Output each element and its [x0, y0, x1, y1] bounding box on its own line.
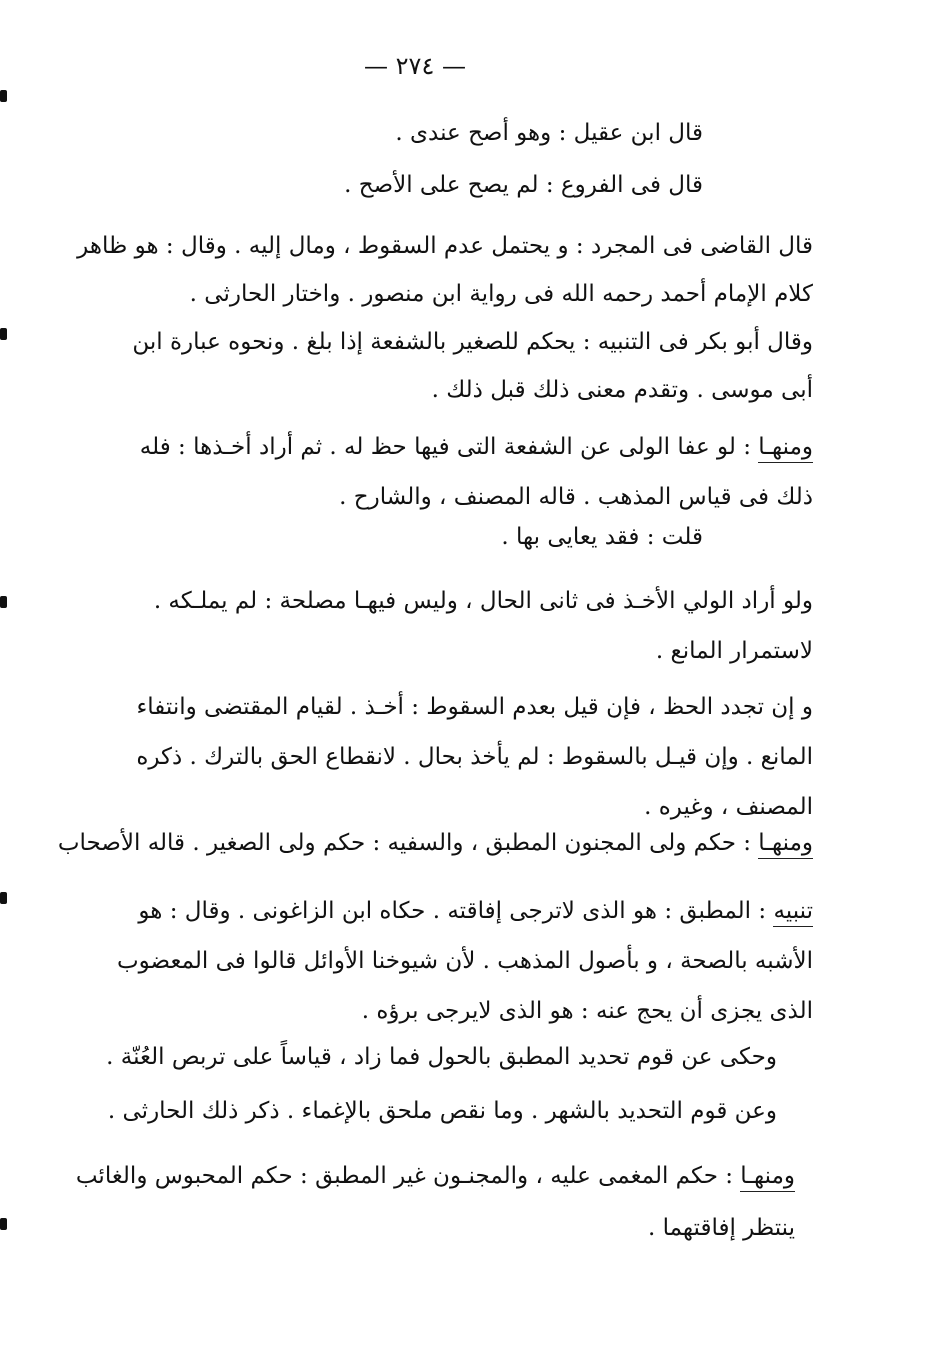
text-line: كلام الإمام أحمد رحمه الله فى رواية ابن منصور . واختار الحارثى . [189, 281, 813, 307]
text-line: قال القاضى فى المجرد : و يحتمل عدم السقوط ، ومال إليه . وقال : هو ظاهر [77, 233, 813, 259]
scan-mark [0, 90, 7, 102]
text-line: لاستمرار المانع . [655, 638, 813, 664]
text-run: : لو عفا الولى عن الشفعة التى فيها حظ له . ثم أراد أخـذها : فله [139, 434, 759, 460]
paragraph [113, 886, 813, 1036]
paragraph [113, 318, 813, 414]
paragraph [75, 1150, 795, 1254]
text-line: المصنف ، وغيره . [644, 794, 813, 820]
text-line: الأشبه بالصحة ، و بأصول المذهب . لأن شيوخنا الأوائل قالوا فى المعضوب [117, 948, 813, 974]
paragraph [106, 1042, 777, 1072]
paragraph [113, 576, 813, 676]
scan-mark [0, 328, 7, 340]
page-number: — ٢٧٤ — [364, 52, 466, 80]
scan-mark [0, 892, 7, 904]
paragraph [303, 118, 703, 148]
text-line: المانع . وإن قيـل بالسقوط : لم يأخذ بحال . لانقطاع الحق بالترك . ذكره [136, 744, 813, 770]
text-line [57, 828, 813, 858]
section-lead: ومنهـا [758, 830, 813, 859]
section-lead: تنبيه [773, 898, 813, 927]
paragraph [57, 828, 813, 858]
paragraph [113, 422, 813, 522]
scan-mark [0, 596, 7, 608]
text-line: وعن قوم التحديد بالشهر . وما نقص ملحق بالإغماء . ذكر ذلك الحارثى . [107, 1098, 777, 1124]
text-run: : حكم المغمى عليه ، والمجنـون غير المطبق : حكم المحبوس والغائب [75, 1163, 741, 1189]
text-line: ذلك فى قياس المذهب . قاله المصنف ، والشارح . [339, 484, 813, 510]
text-line: قلت : فقد يعايى بها . [501, 524, 703, 550]
text-line: وحكى عن قوم تحديد المطبق بالحول فما زاد ، قياساً على تربص العُنّة . [106, 1044, 777, 1070]
text-line: أبى موسى . وتقدم معنى ذلك قبل ذلك . [431, 377, 813, 403]
text-line: ولو أراد الولي الأخـذ فى ثانى الحال ، وليس فيهـا مصلحة : لم يملـكه . [153, 588, 813, 614]
paragraph [303, 170, 703, 200]
text-line [75, 1150, 795, 1202]
scan-mark [0, 1218, 7, 1230]
section-lead: ومنهـا [758, 434, 813, 463]
text-line: قال فى الفروع : لم يصح على الأصح . [344, 172, 703, 198]
paragraph [107, 1096, 777, 1126]
paragraph [77, 222, 813, 318]
text-run: : المطبق : هو الذى لاترجى إفاقته . حكاه ابن الزاغونى . وقال : هو [138, 898, 774, 924]
text-line: الذى يجزى أن يحج عنه : هو الذى لايرجى برؤه . [361, 998, 813, 1024]
paragraph [113, 682, 813, 832]
text-line [113, 422, 813, 472]
section-lead: ومنهـا [740, 1163, 795, 1192]
text-line [113, 886, 813, 936]
text-run: : حكم ولى المجنون المطبق ، والسفيه : حكم ولى الصغير . قاله الأصحاب [57, 830, 759, 856]
text-line: قال ابن عقيل : وهو أصح عندى . [395, 120, 703, 146]
text-line: وقال أبو بكر فى التنبيه : يحكم للصغير بالشفعة إذا بلغ . ونحوه عبارة ابن [132, 329, 813, 355]
text-line: و إن تجدد الحظ ، فإن قيل بعدم السقوط : أخـذ . لقيام المقتضى وانتفاء [136, 694, 813, 720]
text-line: ينتظر إفاقتهما . [647, 1215, 795, 1241]
paragraph [303, 522, 703, 552]
